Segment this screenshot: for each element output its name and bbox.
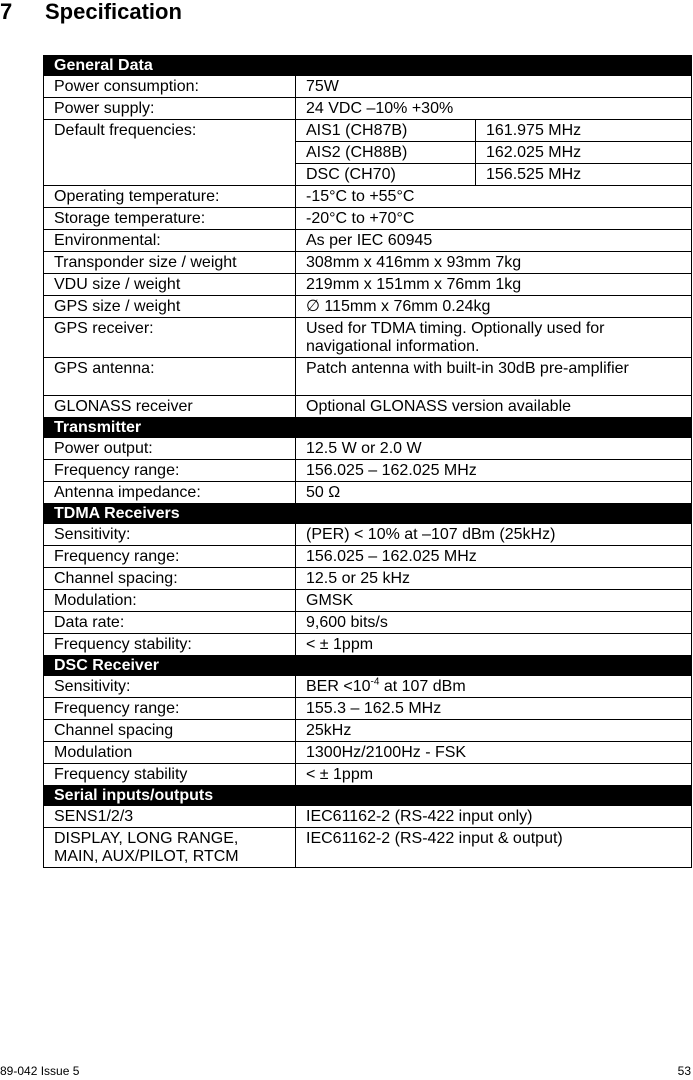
spec-row-power-supply [44, 98, 692, 120]
spec-label: Power supply: [44, 98, 296, 120]
frequency-value: 156.525 MHz [476, 164, 692, 186]
spec-row-environmental [44, 230, 692, 252]
spec-row-data-rate [44, 612, 692, 634]
section-serial-io [44, 786, 692, 806]
spec-label: Operating temperature: [44, 186, 296, 208]
spec-label: Sensitivity: [44, 676, 296, 698]
spec-value: 12.5 or 25 kHz [296, 568, 692, 590]
section-title: General Data [44, 56, 692, 76]
spec-value: (PER) < 10% at –107 dBm (25kHz) [296, 524, 692, 546]
spec-value: 9,600 bits/s [296, 612, 692, 634]
exponent: -4 [370, 676, 380, 688]
spec-row-modulation [44, 742, 692, 764]
spec-row-sens [44, 806, 692, 828]
spec-row-vdu-size [44, 274, 692, 296]
spec-label: Power output: [44, 438, 296, 460]
spec-label: Frequency range: [44, 546, 296, 568]
spec-row-power-consumption [44, 76, 692, 98]
section-title: Specification [45, 0, 182, 24]
spec-value: 308mm x 416mm x 93mm 7kg [296, 252, 692, 274]
spec-value: 25kHz [296, 720, 692, 742]
spec-value: 156.025 – 162.025 MHz [296, 546, 692, 568]
spec-value: 24 VDC –10% +30% [296, 98, 692, 120]
spec-value: 75W [296, 76, 692, 98]
spec-label: GPS antenna: [44, 358, 296, 396]
section-title: TDMA Receivers [44, 504, 692, 524]
spec-label: SENS1/2/3 [44, 806, 296, 828]
spec-label: VDU size / weight [44, 274, 296, 296]
spec-row-storage-temperature [44, 208, 692, 230]
spec-value: As per IEC 60945 [296, 230, 692, 252]
spec-row-transponder-size [44, 252, 692, 274]
spec-label: GPS size / weight [44, 296, 296, 318]
spec-label: Environmental: [44, 230, 296, 252]
spec-row-sensitivity [44, 676, 692, 698]
spec-value: IEC61162-2 (RS-422 input only) [296, 806, 692, 828]
spec-row-frequency-range [44, 698, 692, 720]
spec-value: 1300Hz/2100Hz - FSK [296, 742, 692, 764]
spec-label: Channel spacing: [44, 568, 296, 590]
spec-value: < ± 1ppm [296, 764, 692, 786]
spec-label: Power consumption: [44, 76, 296, 98]
spec-row-display [44, 828, 692, 868]
section-transmitter [44, 418, 692, 438]
section-title: DSC Receiver [44, 656, 692, 676]
section-number: 7 [0, 0, 13, 24]
spec-row-operating-temperature [44, 186, 692, 208]
spec-value: GMSK [296, 590, 692, 612]
spec-value: Optional GLONASS version available [296, 396, 692, 418]
spec-value: Used for TDMA timing. Optionally used for navigational information. [296, 318, 692, 358]
spec-value: 12.5 W or 2.0 W [296, 438, 692, 460]
section-general-data [44, 56, 692, 76]
spec-label: GPS receiver: [44, 318, 296, 358]
spec-row-sensitivity [44, 524, 692, 546]
spec-label: Modulation: [44, 590, 296, 612]
spec-label: Data rate: [44, 612, 296, 634]
spec-row-channel-spacing [44, 720, 692, 742]
spec-value: Patch antenna with built-in 30dB pre-amplifier [296, 358, 692, 396]
spec-row-frequency-range [44, 460, 692, 482]
spec-value: 219mm x 151mm x 76mm 1kg [296, 274, 692, 296]
section-dsc-receiver [44, 656, 692, 676]
spec-label: Transponder size / weight [44, 252, 296, 274]
frequency-channel: AIS1 (CH87B) [296, 120, 476, 142]
spec-value: 156.025 – 162.025 MHz [296, 460, 692, 482]
spec-label: Sensitivity: [44, 524, 296, 546]
frequency-channel: DSC (CH70) [296, 164, 476, 186]
page-number: 53 [677, 1064, 691, 1078]
value-part: at 107 dBm [379, 678, 466, 695]
frequency-value: 161.975 MHz [476, 120, 692, 142]
spec-label: Default frequencies: [44, 120, 296, 186]
spec-value: -20°C to +70°C [296, 208, 692, 230]
spec-row-modulation [44, 590, 692, 612]
spec-value [296, 676, 692, 698]
spec-row-frequency-stability [44, 764, 692, 786]
spec-value: -15°C to +55°C [296, 186, 692, 208]
section-title: Serial inputs/outputs [44, 786, 692, 806]
spec-value: IEC61162-2 (RS-422 input & output) [296, 828, 692, 868]
spec-row-gps-receiver [44, 318, 692, 358]
specification-table [43, 55, 692, 868]
spec-label: Frequency range: [44, 460, 296, 482]
spec-value: 50 Ω [296, 482, 692, 504]
spec-label: Frequency stability: [44, 634, 296, 656]
spec-label: Modulation [44, 742, 296, 764]
section-title: Transmitter [44, 418, 692, 438]
spec-value: < ± 1ppm [296, 634, 692, 656]
document-id: 89-042 Issue 5 [0, 1064, 80, 1078]
spec-row-channel-spacing [44, 568, 692, 590]
spec-label: Frequency stability [44, 764, 296, 786]
spec-value: ∅ 115mm x 76mm 0.24kg [296, 296, 692, 318]
section-heading [0, 0, 182, 24]
spec-row-gps-size [44, 296, 692, 318]
spec-row-glonass-receiver [44, 396, 692, 418]
spec-label: Antenna impedance: [44, 482, 296, 504]
spec-value: 155.3 – 162.5 MHz [296, 698, 692, 720]
value-part: BER <10 [306, 678, 371, 695]
spec-row-default-frequencies [44, 120, 692, 142]
spec-row-gps-antenna [44, 358, 692, 396]
spec-row-antenna-impedance [44, 482, 692, 504]
frequency-channel: AIS2 (CH88B) [296, 142, 476, 164]
spec-label: Channel spacing [44, 720, 296, 742]
frequency-value: 162.025 MHz [476, 142, 692, 164]
spec-row-power-output [44, 438, 692, 460]
spec-row-frequency-range [44, 546, 692, 568]
spec-row-frequency-stability [44, 634, 692, 656]
section-tdma-receivers [44, 504, 692, 524]
spec-label: GLONASS receiver [44, 396, 296, 418]
spec-label: Storage temperature: [44, 208, 296, 230]
spec-label: Frequency range: [44, 698, 296, 720]
spec-label: DISPLAY, LONG RANGE, MAIN, AUX/PILOT, RTCM [44, 828, 296, 868]
